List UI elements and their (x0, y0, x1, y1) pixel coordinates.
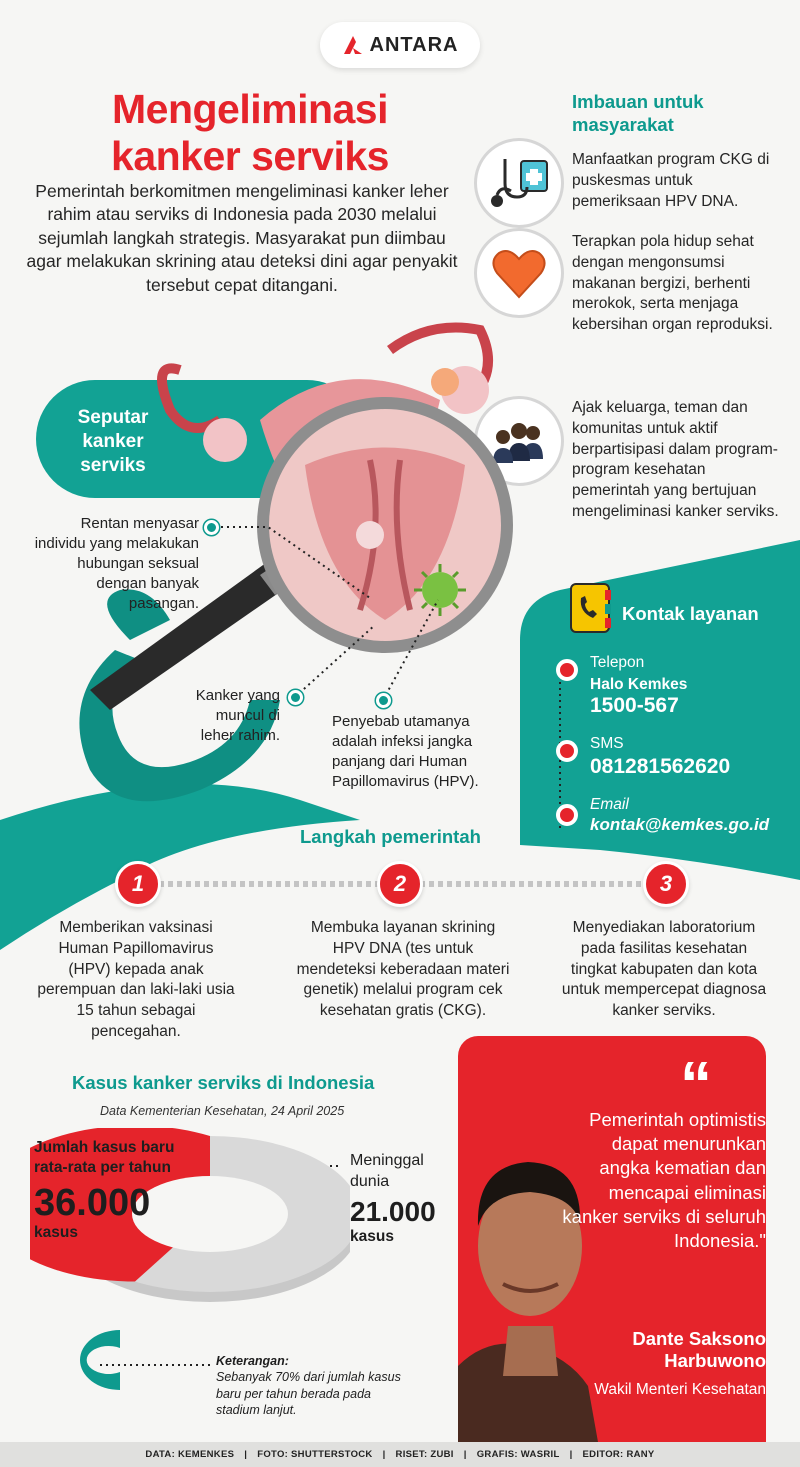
telepon-label: Telepon (590, 654, 645, 671)
sms-value[interactable]: 081281562620 (590, 755, 731, 778)
credit-grafis: GRAFIS: WASRIL (476, 1449, 560, 1460)
seputar-note-2: Kanker yang muncul di leher rahim. (195, 687, 280, 744)
seputar-note-1: Rentan menyasar individu yang melakukan hubungan seksual dengan banyak pasangan. (34, 515, 199, 612)
quote-mark-icon: “ (680, 1048, 712, 1120)
small-teal-c-shape (80, 1330, 120, 1390)
telepon-value[interactable]: 1500-567 (590, 694, 679, 717)
new-cases-unit: kasus (34, 1224, 78, 1241)
langkah-title: Langkah pemerintah (300, 826, 481, 847)
note-marker-3 (376, 693, 391, 708)
imbauan-item-3: Ajak keluarga, teman dan komunitas untuk aktif berpartisipasi dalam program-program kesehatan pemerintah yang bertujuan mengeliminasi kanker serviks. (572, 399, 779, 520)
kontak-title: Kontak layanan (622, 603, 759, 624)
phone-pin-icon (556, 659, 578, 681)
note-marker-2 (288, 690, 303, 705)
email-value[interactable]: kontak@kemkes.go.id (590, 815, 770, 834)
sms-pin-icon (556, 740, 578, 762)
step-2-text: Membuka layanan skrining HPV DNA (tes untuk mendeteksi keberadaan materi genetik) melalui program cek kesehatan gratis (CKG). (296, 919, 510, 1020)
seputar-title: Seputar kanker serviks (77, 407, 149, 476)
seputar-note-3: Penyebab utamanya adalah infeksi jangka panjang dari Human Papillomavirus (HPV). (332, 713, 479, 790)
note-title: Keterangan: (216, 1354, 289, 1368)
death-unit: kasus (350, 1228, 394, 1245)
death-value: 21.000 (350, 1196, 436, 1227)
telepon-sub: Halo Kemkes (590, 676, 688, 693)
step-2-badge: 2 (377, 861, 423, 907)
imbauan-item-2: Terapkan pola hidup sehat dengan mengonsumsi makanan bergizi, berhenti merokok, serta menjaga kebersihan organ reproduksi. (572, 233, 773, 334)
kasus-source: Data Kementerian Kesehatan, 24 April 2025 (100, 1104, 345, 1118)
credits-footer: DATA: KEMENKES | FOTO: SHUTTERSTOCK | RISET: ZUBI | GRAFIS: WASRIL | EDITOR: RANY (0, 1442, 800, 1467)
note-marker-1 (204, 520, 219, 535)
step-1-badge: 1 (115, 861, 161, 907)
logo-text: ANTARA (369, 33, 459, 56)
new-cases-label: Jumlah kasus baru rata-rata per tahun (34, 1139, 175, 1176)
quote-name: Dante Saksono Harbuwono (632, 1328, 766, 1371)
death-label: Meninggal dunia (350, 1152, 424, 1190)
imbauan-item-1: Manfaatkan program CKG di puskesmas untuk pemeriksaan HPV DNA. (572, 151, 770, 210)
phone-book-icon (565, 580, 615, 641)
intro-paragraph: Pemerintah berkomitmen mengeliminasi kanker leher rahim atau serviks di Indonesia pada 2030 melalui sejumlah langkah strategis. Masyarakat pun diimbau agar melakukan skrining atau deteksi dini agar penyakit tersebut cepat ditangani. (26, 181, 458, 295)
email-label: Email (590, 796, 629, 813)
step-3-badge: 3 (643, 861, 689, 907)
email-pin-icon (556, 804, 578, 826)
quote-text: Pemerintah optimistis dapat menurunkan angka kematian dan mencapai eliminasi kanker serviks di seluruh Indonesia." (562, 1109, 766, 1252)
new-cases-value: 36.000 (34, 1182, 151, 1224)
imbauan-title: Imbauan untuk masyarakat (572, 91, 704, 135)
kasus-title: Kasus kanker serviks di Indonesia (72, 1072, 375, 1093)
credit-foto: FOTO: SHUTTERSTOCK (257, 1449, 373, 1460)
note-text: Sebanyak 70% dari jumlah kasus baru per tahun berada pada stadium lanjut. (216, 1370, 401, 1417)
step-3-text: Menyediakan laboratorium pada fasilitas kesehatan tingkat kabupaten dan kota untuk mempercepat diagnosa kanker serviks. (561, 919, 767, 1020)
sms-label: SMS (590, 735, 624, 752)
page-title: Mengeliminasi kanker serviks (111, 86, 389, 179)
quote-role: Wakil Menteri Kesehatan (594, 1381, 766, 1398)
credit-editor: EDITOR: RANY (582, 1449, 655, 1460)
credit-riset: RISET: ZUBI (395, 1449, 454, 1460)
step-1-text: Memberikan vaksinasi Human Papillomavirus (HPV) kepada anak perempuan dan laki-laki usia 15 tahun sebagai pencegahan. (37, 919, 235, 1040)
credit-data: DATA: KEMENKES (145, 1449, 235, 1460)
